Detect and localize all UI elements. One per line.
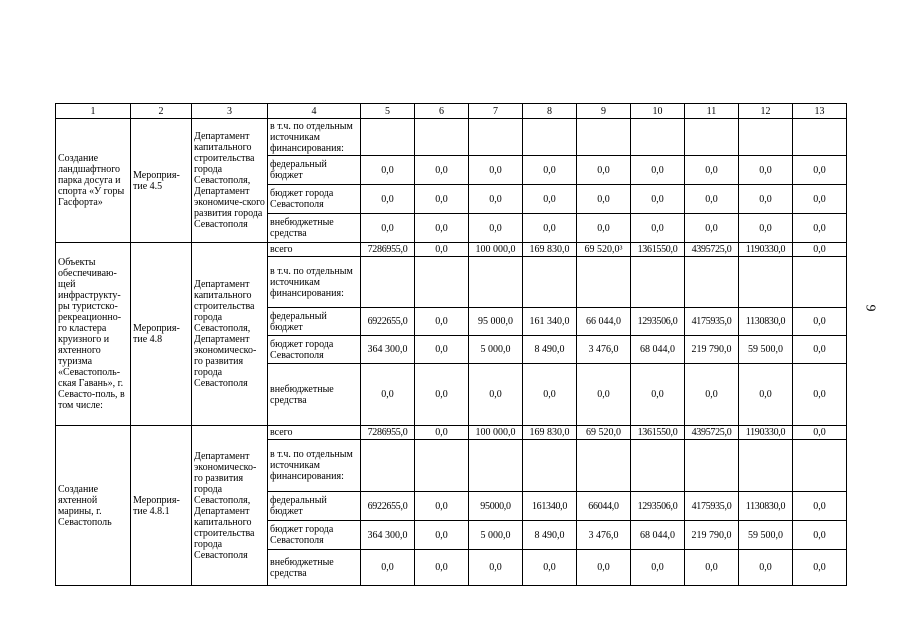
value-cell: 0,0 xyxy=(577,156,631,185)
value-cell: 5 000,0 xyxy=(469,336,523,364)
column-header: 9 xyxy=(577,104,631,119)
row-label: бюджет города Севастополя xyxy=(268,521,361,550)
row-label: федеральный бюджет xyxy=(268,308,361,336)
value-cell xyxy=(685,119,739,156)
value-cell xyxy=(361,440,415,492)
value-cell xyxy=(415,119,469,156)
value-cell: 3 476,0 xyxy=(577,521,631,550)
column-header: 8 xyxy=(523,104,577,119)
value-cell: 59 500,0 xyxy=(739,336,793,364)
value-cell xyxy=(793,257,847,308)
value-cell xyxy=(631,440,685,492)
value-cell: 0,0 xyxy=(415,336,469,364)
row-label: в т.ч. по отдельным источникам финансирования: xyxy=(268,119,361,156)
value-cell: 0,0 xyxy=(361,364,415,426)
value-cell: 0,0 xyxy=(739,214,793,243)
value-cell: 219 790,0 xyxy=(685,336,739,364)
value-cell: 1130830,0 xyxy=(739,492,793,521)
value-cell: 0,0 xyxy=(793,185,847,214)
value-cell: 0,0 xyxy=(685,156,739,185)
column-header: 5 xyxy=(361,104,415,119)
value-cell: 1293506,0 xyxy=(631,492,685,521)
value-cell xyxy=(415,257,469,308)
value-cell: 0,0 xyxy=(631,550,685,586)
value-cell: 0,0 xyxy=(631,156,685,185)
value-cell: 1293506,0 xyxy=(631,308,685,336)
value-cell: 0,0 xyxy=(685,214,739,243)
value-cell: 0,0 xyxy=(739,550,793,586)
row-label: внебюджетные средства xyxy=(268,364,361,426)
value-cell xyxy=(361,257,415,308)
value-cell xyxy=(739,257,793,308)
column-header: 11 xyxy=(685,104,739,119)
value-cell: 364 300,0 xyxy=(361,336,415,364)
value-cell: 95 000,0 xyxy=(469,308,523,336)
row-label: федеральный бюджет xyxy=(268,156,361,185)
value-cell: 169 830,0 xyxy=(523,243,577,257)
value-cell: 0,0 xyxy=(523,156,577,185)
value-cell: 4395725,0 xyxy=(685,426,739,440)
column-header: 6 xyxy=(415,104,469,119)
column-header: 3 xyxy=(192,104,268,119)
value-cell: 0,0 xyxy=(361,156,415,185)
section-code: Мероприя-тие 4.8 xyxy=(131,243,192,426)
value-cell xyxy=(415,440,469,492)
value-cell: 0,0 xyxy=(577,364,631,426)
column-header: 10 xyxy=(631,104,685,119)
value-cell: 0,0 xyxy=(415,214,469,243)
value-cell xyxy=(577,440,631,492)
value-cell: 66 044,0 xyxy=(577,308,631,336)
value-cell: 0,0 xyxy=(793,156,847,185)
value-cell xyxy=(631,257,685,308)
value-cell xyxy=(793,119,847,156)
value-cell: 0,0 xyxy=(415,308,469,336)
value-cell xyxy=(739,119,793,156)
value-cell xyxy=(469,119,523,156)
value-cell xyxy=(577,119,631,156)
value-cell: 0,0 xyxy=(415,156,469,185)
row-label: федеральный бюджет xyxy=(268,492,361,521)
value-cell: 0,0 xyxy=(739,185,793,214)
section-name: Создание яхтенной марины, г. Севастополь xyxy=(56,426,131,586)
value-cell: 0,0 xyxy=(361,214,415,243)
value-cell: 4175935,0 xyxy=(685,492,739,521)
row-label: бюджет города Севастополя xyxy=(268,185,361,214)
value-cell: 5 000,0 xyxy=(469,521,523,550)
value-cell xyxy=(469,440,523,492)
value-cell: 0,0 xyxy=(523,364,577,426)
value-cell: 0,0 xyxy=(793,243,847,257)
section-name: Объекты обеспечиваю-щей инфраструкту-ры туристско-рекреационно-го кластера круизного и яхтенного туризма «Севастополь-ская Гавань», г. Севасто-поль, в том числе: xyxy=(56,243,131,426)
value-cell: 364 300,0 xyxy=(361,521,415,550)
value-cell: 0,0 xyxy=(631,364,685,426)
value-cell: 1361550,0 xyxy=(631,426,685,440)
column-header: 2 xyxy=(131,104,192,119)
table-row xyxy=(56,119,847,156)
column-header: 7 xyxy=(469,104,523,119)
value-cell: 4395725,0 xyxy=(685,243,739,257)
value-cell: 0,0 xyxy=(577,550,631,586)
value-cell: 169 830,0 xyxy=(523,426,577,440)
page-number: 9 xyxy=(862,304,878,312)
value-cell xyxy=(523,119,577,156)
value-cell: 8 490,0 xyxy=(523,336,577,364)
value-cell: 219 790,0 xyxy=(685,521,739,550)
value-cell: 161 340,0 xyxy=(523,308,577,336)
table-row xyxy=(56,426,847,440)
value-cell: 100 000,0 xyxy=(469,426,523,440)
value-cell: 0,0 xyxy=(415,426,469,440)
row-label: всего xyxy=(268,426,361,440)
value-cell: 7286955,0 xyxy=(361,243,415,257)
section-executor: Департамент капитального строительства города Севастополя, Департамент экономиче-ского развития города Севастополя xyxy=(192,119,268,243)
value-cell: 0,0 xyxy=(469,156,523,185)
value-cell: 0,0 xyxy=(577,185,631,214)
value-cell: 69 520,0³ xyxy=(577,243,631,257)
value-cell: 0,0 xyxy=(523,185,577,214)
column-header: 13 xyxy=(793,104,847,119)
section-code: Мероприя-тие 4.8.1 xyxy=(131,426,192,586)
row-label: бюджет города Севастополя xyxy=(268,336,361,364)
value-cell: 0,0 xyxy=(793,214,847,243)
value-cell: 0,0 xyxy=(685,364,739,426)
financing-table xyxy=(55,103,847,586)
value-cell xyxy=(739,440,793,492)
value-cell: 0,0 xyxy=(577,214,631,243)
value-cell: 0,0 xyxy=(739,156,793,185)
value-cell: 8 490,0 xyxy=(523,521,577,550)
value-cell: 6922655,0 xyxy=(361,492,415,521)
value-cell: 0,0 xyxy=(631,185,685,214)
section-name: Создание ландшафтного парка досуга и спорта «У горы Гасфорта» xyxy=(56,119,131,243)
column-header: 12 xyxy=(739,104,793,119)
value-cell: 100 000,0 xyxy=(469,243,523,257)
value-cell: 0,0 xyxy=(793,521,847,550)
section-executor: Департамент экономическо-го развития города Севастополя, Департамент капитального строительства города Севастополя xyxy=(192,426,268,586)
value-cell xyxy=(577,257,631,308)
value-cell: 0,0 xyxy=(469,214,523,243)
value-cell: 6922655,0 xyxy=(361,308,415,336)
value-cell: 0,0 xyxy=(415,364,469,426)
value-cell: 0,0 xyxy=(361,550,415,586)
value-cell: 95000,0 xyxy=(469,492,523,521)
value-cell xyxy=(631,119,685,156)
value-cell: 68 044,0 xyxy=(631,521,685,550)
row-label: в т.ч. по отдельным источникам финансирования: xyxy=(268,440,361,492)
column-header: 4 xyxy=(268,104,361,119)
value-cell: 161340,0 xyxy=(523,492,577,521)
value-cell: 0,0 xyxy=(523,214,577,243)
value-cell xyxy=(469,257,523,308)
value-cell: 0,0 xyxy=(793,308,847,336)
header-row xyxy=(56,104,847,119)
value-cell: 0,0 xyxy=(685,550,739,586)
value-cell: 0,0 xyxy=(415,550,469,586)
value-cell: 0,0 xyxy=(415,243,469,257)
section-code: Мероприя-тие 4.5 xyxy=(131,119,192,243)
value-cell: 0,0 xyxy=(469,364,523,426)
value-cell: 0,0 xyxy=(793,336,847,364)
value-cell: 3 476,0 xyxy=(577,336,631,364)
row-label: внебюджетные средства xyxy=(268,214,361,243)
value-cell: 0,0 xyxy=(523,550,577,586)
value-cell: 0,0 xyxy=(793,364,847,426)
value-cell: 68 044,0 xyxy=(631,336,685,364)
value-cell: 0,0 xyxy=(415,492,469,521)
table-row xyxy=(56,243,847,257)
value-cell: 0,0 xyxy=(469,185,523,214)
value-cell: 0,0 xyxy=(415,521,469,550)
value-cell: 69 520,0 xyxy=(577,426,631,440)
value-cell xyxy=(361,119,415,156)
value-cell: 0,0 xyxy=(793,550,847,586)
value-cell: 1361550,0 xyxy=(631,243,685,257)
value-cell: 4175935,0 xyxy=(685,308,739,336)
value-cell: 0,0 xyxy=(415,185,469,214)
row-label: в т.ч. по отдельным источникам финансирования: xyxy=(268,257,361,308)
value-cell: 7286955,0 xyxy=(361,426,415,440)
value-cell: 0,0 xyxy=(793,492,847,521)
value-cell xyxy=(523,440,577,492)
value-cell: 0,0 xyxy=(685,185,739,214)
column-header: 1 xyxy=(56,104,131,119)
section-executor: Департамент капитального строительства города Севастополя, Департамент экономическо-го развития города Севастополя xyxy=(192,243,268,426)
value-cell: 0,0 xyxy=(739,364,793,426)
value-cell: 66044,0 xyxy=(577,492,631,521)
value-cell xyxy=(793,440,847,492)
value-cell: 1190330,0 xyxy=(739,426,793,440)
value-cell: 1190330,0 xyxy=(739,243,793,257)
value-cell: 0,0 xyxy=(631,214,685,243)
row-label: внебюджетные средства xyxy=(268,550,361,586)
value-cell: 59 500,0 xyxy=(739,521,793,550)
value-cell: 1130830,0 xyxy=(739,308,793,336)
value-cell xyxy=(685,257,739,308)
value-cell: 0,0 xyxy=(361,185,415,214)
value-cell: 0,0 xyxy=(469,550,523,586)
row-label: всего xyxy=(268,243,361,257)
value-cell xyxy=(685,440,739,492)
value-cell xyxy=(523,257,577,308)
value-cell: 0,0 xyxy=(793,426,847,440)
